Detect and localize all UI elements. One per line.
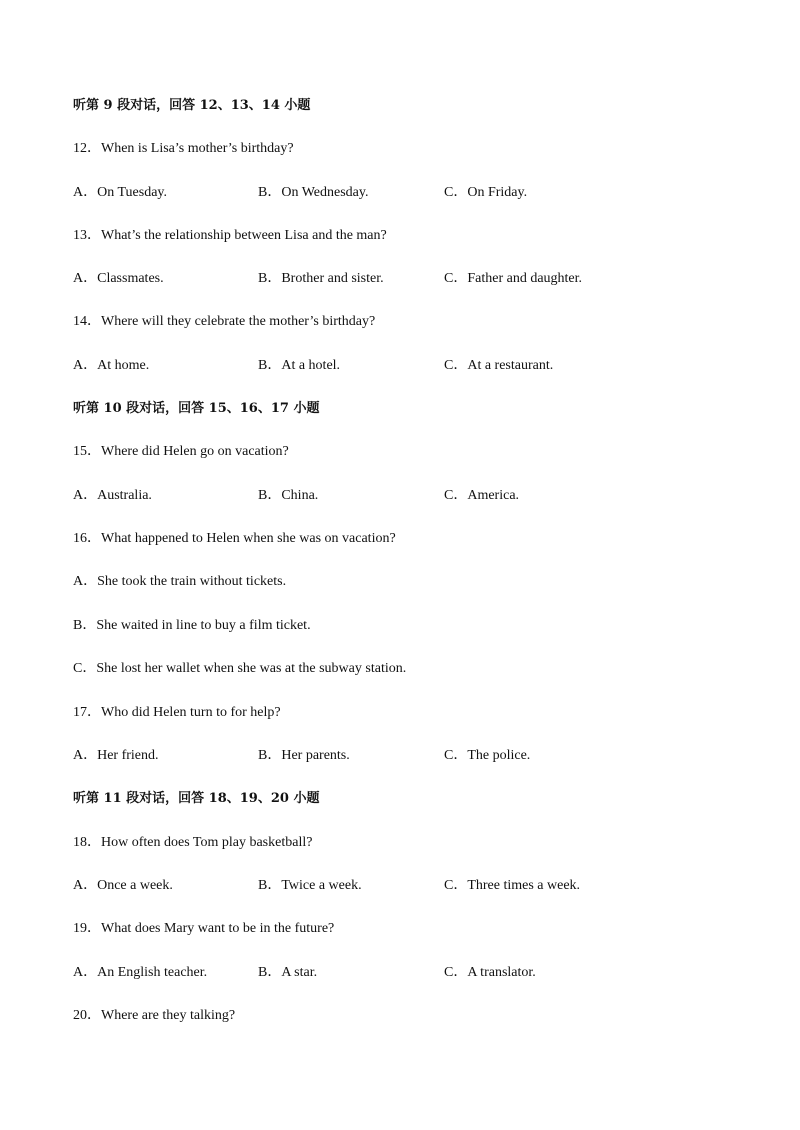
- question-13-option-a: A．Classmates.: [73, 271, 164, 286]
- question-20-stem: 20．Where are they talking?: [73, 1008, 236, 1023]
- question-13-option-b: B．Brother and sister.: [258, 271, 384, 286]
- question-13-option-c: C．Father and daughter.: [444, 271, 583, 286]
- question-19-stem: 19．What does Mary want to be in the future?: [73, 921, 335, 936]
- question-18-stem: 18．How often does Tom play basketball?: [73, 835, 313, 850]
- question-13-options: [73, 270, 733, 288]
- question-14-options: [73, 357, 733, 375]
- question-18-options: [73, 877, 733, 895]
- question-15-option-c: C．America.: [444, 488, 520, 503]
- question-12-options: [73, 184, 733, 202]
- question-14-option-c: C．At a restaurant.: [444, 358, 554, 373]
- question-16-option-c: C．She lost her wallet when she was at the subway station.: [73, 661, 407, 676]
- question-14-option-b: B．At a hotel.: [258, 358, 341, 373]
- question-16-stem: 16．What happened to Helen when she was on vacation?: [73, 531, 396, 546]
- question-19-option-a: A．An English teacher.: [73, 965, 208, 980]
- question-12-stem: 12．When is Lisa’s mother’s birthday?: [73, 141, 294, 156]
- question-12-option-c: C．On Friday.: [444, 185, 528, 200]
- question-16-option-a: A．She took the train without tickets.: [73, 574, 287, 589]
- question-17-option-c: C．The police.: [444, 748, 531, 763]
- question-18-option-b: B．Twice a week.: [258, 878, 362, 893]
- question-12-option-a: A．On Tuesday.: [73, 185, 167, 200]
- question-19-option-c: C．A translator.: [444, 965, 536, 980]
- question-15-option-a: A．Australia.: [73, 488, 152, 503]
- question-19-option-b: B．A star.: [258, 965, 318, 980]
- question-17-option-a: A．Her friend.: [73, 748, 159, 763]
- question-18-option-a: A．Once a week.: [73, 878, 173, 893]
- question-15-option-b: B．China.: [258, 488, 319, 503]
- section-heading-11: 听第 11 段对话，回答 18、19、20 小题: [73, 791, 320, 806]
- question-12-option-b: B．On Wednesday.: [258, 185, 369, 200]
- question-14-stem: 14．Where will they celebrate the mother’s birthday?: [73, 314, 376, 329]
- question-17-options: [73, 747, 733, 765]
- question-17-stem: 17．Who did Helen turn to for help?: [73, 705, 281, 720]
- question-15-options: [73, 487, 733, 505]
- question-13-stem: 13．What’s the relationship between Lisa and the man?: [73, 228, 387, 243]
- question-17-option-b: B．Her parents.: [258, 748, 350, 763]
- question-14-option-a: A．At home.: [73, 358, 150, 373]
- question-19-options: [73, 964, 733, 982]
- question-16-option-b: B．She waited in line to buy a film ticket.: [73, 618, 311, 633]
- section-heading-10: 听第 10 段对话，回答 15、16、17 小题: [73, 401, 320, 416]
- question-15-stem: 15．Where did Helen go on vacation?: [73, 444, 289, 459]
- section-heading-9: 听第 9 段对话，回答 12、13、14 小题: [73, 98, 311, 113]
- question-18-option-c: C．Three times a week.: [444, 878, 581, 893]
